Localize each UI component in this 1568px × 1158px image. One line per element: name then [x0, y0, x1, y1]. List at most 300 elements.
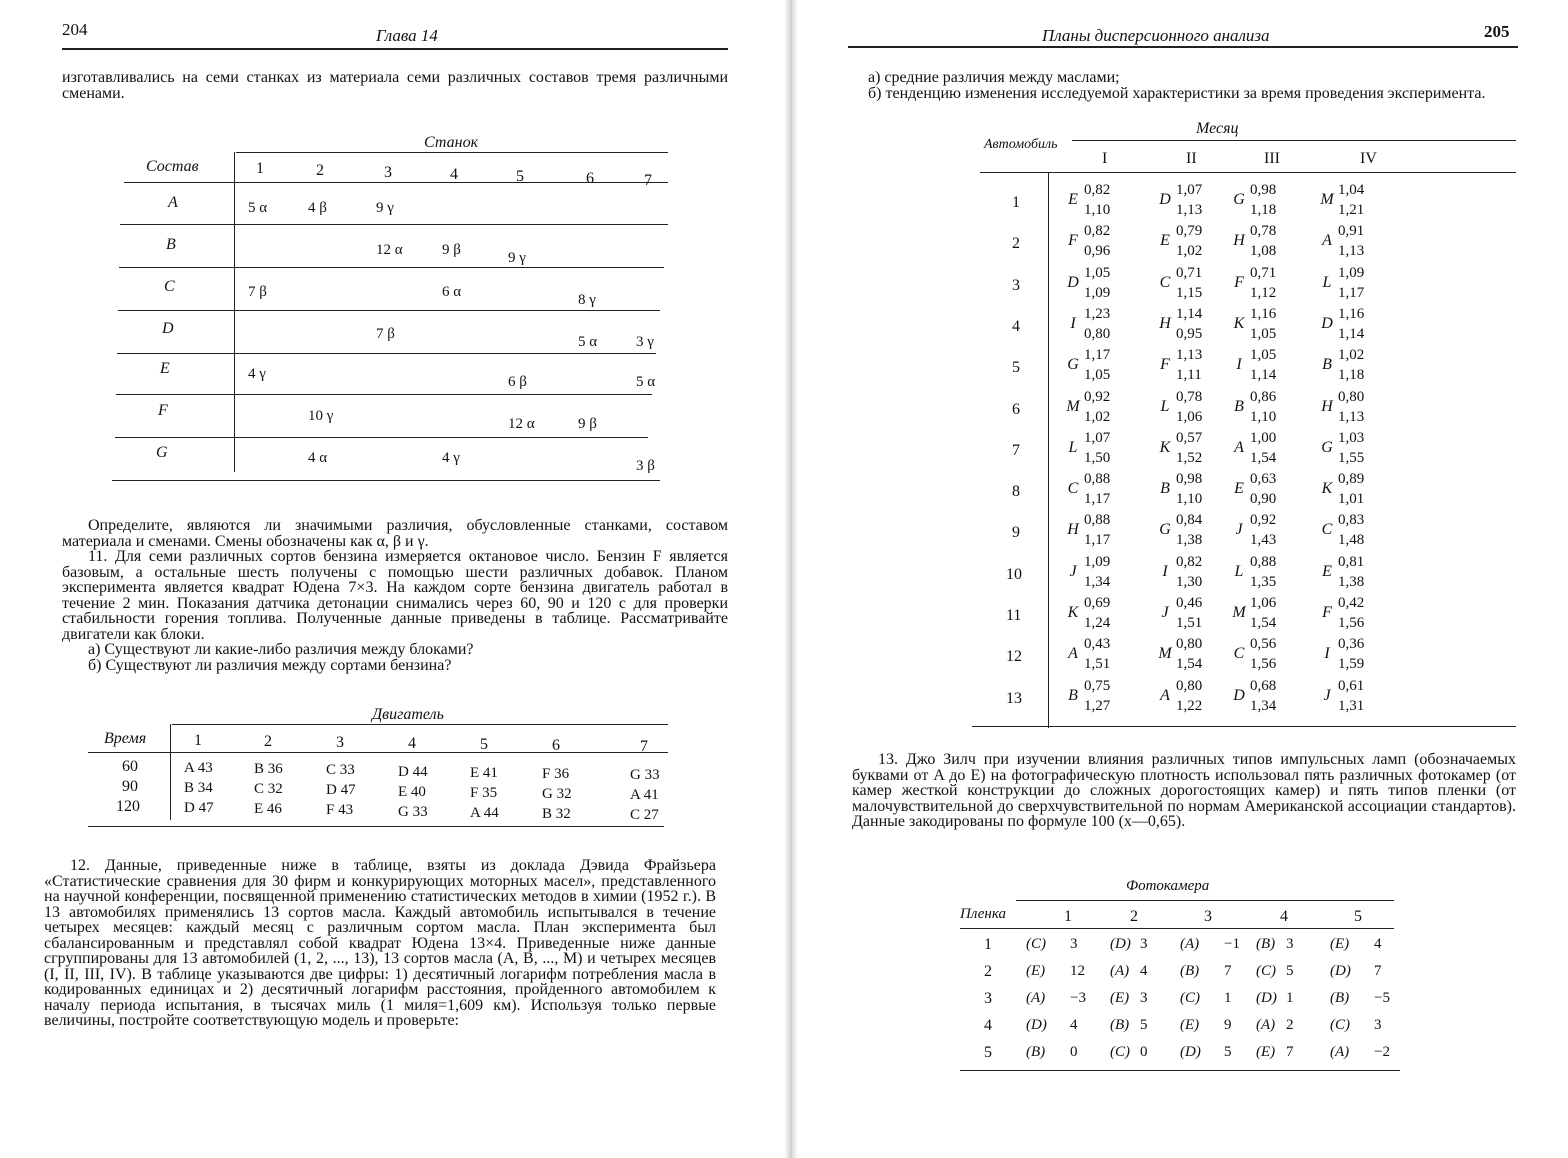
coded-value: 3 — [1070, 936, 1078, 952]
table-cell: F 43 — [326, 802, 354, 819]
table-cell: 6 β — [508, 374, 527, 390]
value-log-consumption: 1,04 — [1338, 182, 1365, 198]
car-number: 13 — [1006, 689, 1022, 707]
value-log-consumption: 0,61 — [1338, 677, 1365, 694]
caption-rule — [1016, 900, 1394, 901]
value-log-consumption: 0,56 — [1250, 636, 1277, 653]
value-log-distance: 1,08 — [1250, 243, 1277, 260]
value-log-distance: 1,52 — [1176, 449, 1203, 466]
oil-letter: M — [1320, 191, 1334, 208]
value-log-distance: 1,38 — [1338, 573, 1365, 590]
row-label: 1 — [984, 936, 992, 953]
oil-letter: I — [1236, 356, 1242, 374]
question-a: а) Существуют ли какие-либо различия между блоками? — [88, 641, 474, 658]
lamp-code: (C) — [1026, 936, 1046, 952]
table-cell: A 44 — [470, 804, 499, 821]
row-label: 90 — [122, 778, 138, 795]
value-log-consumption: 0,69 — [1084, 595, 1111, 611]
table-cell: B 32 — [542, 806, 571, 822]
table-cell: 9 β — [442, 242, 461, 258]
oil-letter: A — [1068, 645, 1078, 663]
bottom-rule — [960, 1070, 1400, 1071]
column-header: 5 — [1354, 908, 1362, 925]
table-cell: B 36 — [254, 761, 283, 778]
row-label: G — [156, 444, 168, 461]
value-log-distance: 1,18 — [1338, 367, 1365, 384]
oil-letter: C — [1067, 480, 1079, 498]
coded-value: 7 — [1286, 1044, 1294, 1060]
oil-letter: A — [1322, 232, 1332, 250]
row-label: 5 — [984, 1044, 992, 1061]
oil-letter: B — [1234, 397, 1244, 415]
stub-rule — [170, 724, 171, 820]
value-log-distance: 0,90 — [1250, 491, 1277, 508]
column-header: 4 — [408, 735, 416, 752]
table-cell: C 32 — [254, 781, 283, 798]
value-log-consumption: 0,78 — [1250, 223, 1277, 240]
row-rule — [118, 310, 660, 311]
header-rule — [62, 48, 728, 50]
value-log-distance: 1,51 — [1084, 656, 1111, 673]
coded-value: 4 — [1070, 1017, 1078, 1033]
car-number: 9 — [1012, 524, 1020, 542]
table-cell: 5 α — [636, 374, 656, 390]
table-cell: 9 γ — [508, 250, 526, 266]
table-cell: 3 γ — [636, 334, 654, 350]
question-block — [62, 517, 728, 674]
lamp-code: (A) — [1026, 990, 1046, 1006]
oil-letter: G — [1321, 438, 1333, 456]
oil-letter: A — [1234, 438, 1244, 456]
value-log-consumption: 1,16 — [1338, 305, 1365, 322]
value-log-consumption: 0,92 — [1250, 512, 1277, 529]
lamp-code: (A) — [1256, 1017, 1276, 1033]
table-cell: E 46 — [254, 801, 282, 818]
table-cell: D 44 — [398, 763, 428, 780]
value-log-consumption: 0,75 — [1084, 677, 1111, 694]
oil-letter: I — [1162, 562, 1168, 580]
value-log-distance: 1,51 — [1176, 615, 1203, 631]
bottom-rule — [112, 480, 660, 481]
value-log-consumption: 0,78 — [1176, 388, 1203, 405]
value-log-distance: 1,17 — [1338, 284, 1365, 301]
row-header: Состав — [146, 158, 199, 175]
oil-letter: G — [1159, 521, 1171, 539]
car-number: 10 — [1006, 565, 1022, 583]
oil-letter: H — [1159, 314, 1171, 332]
lamp-code: (B) — [1330, 990, 1350, 1006]
table-cell: 10 γ — [308, 408, 334, 424]
value-log-consumption: 0,80 — [1338, 388, 1365, 405]
value-log-distance: 1,24 — [1084, 615, 1111, 631]
question-b: б) тенденцию изменения исследуемой характеристики за время проведения эксперимента. — [868, 84, 1486, 102]
lamp-code: (E) — [1256, 1044, 1276, 1060]
table-caption: Месяц — [1196, 120, 1239, 137]
right-page — [784, 0, 1568, 1158]
column-header: 2 — [316, 162, 324, 179]
column-header: 5 — [480, 736, 488, 753]
caption-rule — [172, 724, 668, 725]
table-cell: G 32 — [542, 786, 572, 802]
oil-letter: J — [1323, 686, 1331, 704]
table-cell: A 43 — [184, 760, 213, 776]
table-cell: G 33 — [630, 767, 660, 784]
lamp-code: (C) — [1330, 1017, 1350, 1033]
oil-letter: G — [1067, 356, 1079, 374]
value-log-distance: 1,02 — [1176, 243, 1203, 260]
value-log-consumption: 0,46 — [1176, 595, 1203, 611]
value-log-consumption: 1,13 — [1176, 347, 1203, 364]
value-log-distance: 1,10 — [1084, 202, 1111, 218]
table-caption: Станок — [424, 134, 479, 151]
column-header: 6 — [586, 170, 594, 187]
oil-letter: C — [1233, 645, 1245, 663]
coded-value: 7 — [1224, 963, 1232, 979]
value-log-distance: 1,10 — [1250, 408, 1277, 425]
table-caption: Фотокамера — [1126, 878, 1210, 894]
row-label: 4 — [984, 1017, 992, 1034]
oil-letter: D — [1067, 273, 1079, 291]
oil-letter: D — [1321, 314, 1333, 332]
value-log-consumption: 0,80 — [1176, 677, 1203, 694]
value-log-consumption: 0,88 — [1084, 512, 1111, 529]
oil-letter: E — [1234, 480, 1244, 498]
value-log-distance: 1,34 — [1250, 697, 1277, 714]
table-cell: D 47 — [326, 782, 356, 799]
value-log-distance: 1,01 — [1338, 491, 1365, 508]
value-log-distance: 1,14 — [1250, 367, 1277, 384]
coded-value: 2 — [1286, 1017, 1294, 1033]
column-header: 7 — [640, 738, 648, 755]
value-log-distance: 1,21 — [1338, 202, 1365, 218]
table-cell: 9 γ — [376, 200, 394, 216]
para-significance: Определите, являются ли значимыми различия, обусловленные станками, составом материала и сменами. Смены обозначены как α, β и γ. — [62, 517, 728, 550]
oil-letter: F — [1160, 356, 1170, 374]
coded-value: 4 — [1374, 936, 1382, 952]
table-cell: 12 α — [508, 416, 535, 432]
value-log-consumption: 0,57 — [1176, 429, 1203, 446]
oil-letter: J — [1161, 604, 1169, 621]
value-log-consumption: 0,86 — [1250, 388, 1277, 405]
coded-value: 1 — [1286, 990, 1294, 1006]
car-number: 4 — [1012, 317, 1020, 335]
value-log-distance: 1,38 — [1176, 532, 1203, 549]
oil-letter: J — [1235, 521, 1243, 539]
header-rule — [960, 928, 1394, 929]
coded-value: 12 — [1070, 963, 1085, 979]
value-log-consumption: 0,82 — [1084, 182, 1111, 198]
lamp-code: (D) — [1110, 936, 1131, 952]
row-label: E — [160, 360, 170, 377]
value-log-distance: 1,30 — [1176, 573, 1203, 590]
value-log-distance: 1,17 — [1084, 532, 1111, 549]
row-rule — [115, 437, 648, 438]
value-log-distance: 1,31 — [1338, 697, 1365, 714]
caption-rule — [236, 152, 668, 153]
table-cell: 4 γ — [248, 366, 266, 382]
value-log-distance: 1,27 — [1084, 697, 1111, 714]
value-log-consumption: 1,16 — [1250, 305, 1277, 322]
table-cell: 12 α — [376, 242, 403, 258]
column-header: IV — [1360, 150, 1377, 167]
table-cell: D 47 — [184, 800, 214, 816]
row-label: D — [162, 320, 174, 337]
para-problem-13: 13. Джо Зилч при изучении влияния различных типов импульсных ламп (обозначаемых буквами от A до E) на фотографическую плотность использовал пять различных фотокамер (от камер жесткой конструкции до сложных дорогостоящих камер) и пять типов пленки (от малочувствительной до сверхчувствительной по нормам Американской ассоциации стандартов). Данные закодированы по формуле 100 (x—0,65). — [852, 751, 1516, 830]
oil-letter: A — [1160, 686, 1170, 704]
row-label: A — [168, 194, 178, 211]
coded-value: 1 — [1224, 990, 1232, 1006]
value-log-consumption: 1,05 — [1084, 264, 1111, 281]
column-header: 1 — [256, 160, 264, 177]
lamp-code: (E) — [1026, 963, 1046, 979]
lamp-code: (D) — [1330, 963, 1351, 979]
value-log-consumption: 0,82 — [1176, 553, 1203, 570]
oil-letter: L — [1068, 438, 1078, 456]
row-label: B — [166, 236, 176, 253]
coded-value: 0 — [1070, 1044, 1078, 1060]
coded-value: 7 — [1374, 963, 1382, 979]
coded-value: 5 — [1224, 1044, 1232, 1060]
oil-letter: M — [1158, 645, 1172, 663]
oil-letter: J — [1069, 562, 1077, 580]
coded-value: 3 — [1140, 936, 1148, 952]
oil-letter: L — [1322, 273, 1332, 291]
oil-letter: L — [1160, 397, 1170, 415]
table-cell: 4 α — [308, 450, 328, 466]
table-cell: 7 β — [248, 284, 267, 300]
caption-rule — [1072, 140, 1516, 141]
oil-letter: K — [1233, 314, 1245, 332]
car-number: 11 — [1006, 607, 1022, 624]
column-header: 4 — [1280, 908, 1288, 925]
value-log-consumption: 0,98 — [1250, 182, 1277, 198]
column-header: 1 — [1064, 908, 1072, 925]
column-header: III — [1264, 150, 1280, 167]
table-cell: 3 β — [636, 458, 655, 474]
oil-letter: D — [1159, 191, 1171, 208]
value-log-consumption: 1,00 — [1250, 429, 1277, 446]
row-rule — [119, 267, 664, 268]
lamp-code: (D) — [1026, 1017, 1047, 1033]
coded-value: −3 — [1070, 990, 1086, 1006]
column-header: 3 — [384, 164, 392, 181]
car-number: 2 — [1012, 235, 1020, 253]
value-log-distance: 1,05 — [1250, 325, 1277, 342]
value-log-consumption: 1,06 — [1250, 595, 1277, 611]
coded-value: 4 — [1140, 963, 1148, 979]
oil-letter: B — [1160, 480, 1170, 498]
stub-rule — [234, 152, 235, 472]
lamp-code: (E) — [1110, 990, 1130, 1006]
oil-letter: B — [1322, 356, 1332, 374]
para-problem-12: 12. Данные, приведенные ниже в таблице, взяты из доклада Дэвида Фрайзьера «Статистические сравнения для 30 фирм и конкурирующих моторных масел», представленного на научной конференции, посвященной применению статистических методов в химии (1952 г.). В 13 автомобилях применялись 13 сортов масла. Каждый автомобиль испытывался в течение четырех месяцев: каждый месяц с различным сортом масла. План эксперимента был сбалансированным и представлял собой квадрат Юдена 13×4. Приведенные ниже данные сгруппированы для 13 автомобилей (1, 2, ..., 13), 13 сортов масла (A, B, ..., M) и четырех месяцев (I, II, III, IV). В таблице указываются две цифры: 1) десятичный логарифм потребления масла в кодированных единицах и 2) десятичный логарифм расстояния, пройденного автомобилем к началу периода испытания, в тысячах миль (1 миля=1,609 км). Используя только первые величины, постройте соответствующую модель и проверьте: — [44, 857, 716, 1029]
value-log-consumption: 0,89 — [1338, 471, 1365, 488]
table-cell: 8 γ — [578, 292, 596, 308]
value-log-distance: 1,56 — [1250, 656, 1277, 673]
table-cell: 6 α — [442, 284, 462, 300]
column-header: 7 — [644, 172, 652, 189]
value-log-consumption: 1,07 — [1084, 429, 1111, 446]
oil-letter: E — [1160, 232, 1170, 250]
oil-letter: G — [1233, 191, 1245, 208]
value-log-consumption: 0,82 — [1084, 223, 1111, 240]
chapter-title: Глава 14 — [376, 26, 438, 45]
value-log-consumption: 0,71 — [1250, 264, 1277, 281]
oil-letter: F — [1322, 604, 1332, 621]
value-log-distance: 1,05 — [1084, 367, 1111, 384]
value-log-distance: 1,54 — [1176, 656, 1203, 673]
oil-letter: C — [1159, 273, 1171, 291]
lamp-code: (A) — [1330, 1044, 1350, 1060]
value-log-consumption: 0,80 — [1176, 636, 1203, 653]
row-label: C — [164, 278, 175, 295]
value-log-distance: 1,22 — [1176, 697, 1203, 714]
lamp-code: (B) — [1110, 1017, 1130, 1033]
oil-letter: E — [1068, 191, 1078, 208]
lamp-code: (C) — [1180, 990, 1200, 1006]
coded-value: −2 — [1374, 1044, 1390, 1060]
header-rule — [88, 752, 668, 753]
value-log-consumption: 1,23 — [1084, 305, 1111, 322]
value-log-distance: 1,09 — [1084, 284, 1111, 301]
row-rule — [120, 224, 668, 225]
oil-letter: E — [1322, 562, 1332, 580]
lamp-code: (B) — [1256, 936, 1276, 952]
oil-letter: D — [1233, 686, 1245, 704]
value-log-consumption: 0,63 — [1250, 471, 1277, 488]
coded-value: 0 — [1140, 1044, 1148, 1060]
value-log-distance: 1,59 — [1338, 656, 1365, 673]
table-cell: G 33 — [398, 803, 428, 820]
value-log-consumption: 0,84 — [1176, 512, 1203, 529]
value-log-consumption: 1,02 — [1338, 347, 1365, 364]
coded-value: 9 — [1224, 1017, 1232, 1033]
intro-text: изготавливались на семи станках из материала семи различных составов тремя различными сменами. — [62, 69, 728, 102]
table-cell: C 27 — [630, 807, 659, 824]
value-log-distance: 1,10 — [1176, 491, 1203, 508]
value-log-consumption: 0,79 — [1176, 223, 1203, 240]
car-number: 8 — [1012, 483, 1020, 501]
row-label: F — [158, 402, 168, 419]
value-log-consumption: 1,05 — [1250, 347, 1277, 364]
lamp-code: (D) — [1180, 1044, 1201, 1060]
value-log-consumption: 1,03 — [1338, 429, 1365, 446]
table-cell: B 34 — [184, 780, 213, 796]
row-rule — [116, 394, 652, 395]
row-header: Время — [104, 730, 147, 747]
lamp-code: (B) — [1180, 963, 1200, 979]
column-header: 5 — [516, 168, 524, 185]
table-cell: 5 α — [578, 334, 598, 350]
column-header: 6 — [552, 737, 560, 754]
coded-value: 3 — [1374, 1017, 1382, 1033]
value-log-consumption: 0,98 — [1176, 471, 1203, 488]
table-cell: E 41 — [470, 764, 498, 781]
page-number: 205 — [1484, 22, 1510, 41]
oil-letter: H — [1233, 232, 1245, 250]
oil-letter: H — [1321, 397, 1333, 415]
lamp-code: (D) — [1256, 990, 1277, 1006]
value-log-distance: 1,17 — [1084, 491, 1111, 508]
oil-letter: I — [1324, 645, 1330, 663]
value-log-consumption: 1,09 — [1338, 264, 1365, 281]
lamp-code: (A) — [1110, 963, 1130, 979]
oil-letter: B — [1068, 686, 1078, 704]
row-header: Автомобиль — [984, 137, 1058, 152]
value-log-distance: 1,54 — [1250, 615, 1277, 631]
oil-letter: M — [1232, 604, 1246, 621]
car-number: 5 — [1012, 359, 1020, 377]
oil-letter: I — [1070, 314, 1076, 332]
page-number: 204 — [62, 20, 88, 39]
value-log-distance: 1,34 — [1084, 573, 1111, 590]
table-cell: C 33 — [326, 762, 355, 779]
value-log-distance: 1,50 — [1084, 449, 1111, 466]
table-cell: 7 β — [376, 326, 395, 342]
bottom-rule — [88, 826, 664, 827]
table-caption: Двигатель — [372, 706, 444, 723]
row-label: 120 — [116, 798, 140, 815]
car-number: 12 — [1006, 648, 1022, 666]
value-log-consumption: 0,91 — [1338, 223, 1365, 240]
row-header: Пленка — [960, 906, 1006, 922]
header-rule — [980, 172, 1516, 173]
value-log-consumption: 0,68 — [1250, 677, 1277, 694]
oil-letter: H — [1067, 521, 1079, 539]
lamp-code: (E) — [1330, 936, 1350, 952]
value-log-consumption: 0,83 — [1338, 512, 1365, 529]
value-log-consumption: 0,81 — [1338, 553, 1365, 570]
value-log-distance: 1,11 — [1176, 367, 1202, 384]
car-number: 7 — [1012, 441, 1020, 459]
value-log-distance: 1,18 — [1250, 202, 1277, 218]
question-a: а) средние различия между маслами; — [868, 69, 1120, 86]
stub-rule — [1048, 172, 1049, 728]
table-cell: F 35 — [470, 784, 498, 801]
lamp-code: (C) — [1110, 1044, 1130, 1060]
value-log-distance: 1,54 — [1250, 449, 1277, 466]
column-header: 1 — [194, 732, 202, 749]
value-log-distance: 0,96 — [1084, 243, 1111, 260]
value-log-distance: 1,12 — [1250, 284, 1277, 301]
column-header: I — [1102, 150, 1108, 167]
value-log-distance: 1,13 — [1338, 243, 1365, 260]
question-block — [842, 70, 1518, 101]
value-log-distance: 1,48 — [1338, 532, 1365, 549]
value-log-distance: 1,14 — [1338, 325, 1365, 342]
column-header: II — [1186, 150, 1197, 167]
oil-letter: C — [1321, 521, 1333, 539]
running-title: Планы дисперсионного анализа — [1042, 26, 1270, 45]
value-log-distance: 1,55 — [1338, 449, 1365, 466]
value-log-distance: 1,06 — [1176, 408, 1203, 425]
value-log-consumption: 1,09 — [1084, 553, 1111, 570]
lamp-code: (C) — [1256, 963, 1276, 979]
coded-value: 3 — [1286, 936, 1294, 952]
lamp-code: (E) — [1180, 1017, 1200, 1033]
value-log-distance: 1,56 — [1338, 615, 1365, 631]
lamp-code: (B) — [1026, 1044, 1046, 1060]
column-header: 2 — [1130, 908, 1138, 925]
bottom-rule — [972, 726, 1516, 727]
coded-value: −5 — [1374, 990, 1390, 1006]
value-log-distance: 1,13 — [1176, 202, 1203, 218]
value-log-consumption: 0,88 — [1084, 471, 1111, 488]
question-b: б) Существуют ли различия между сортами бензина? — [88, 656, 452, 674]
row-label: 60 — [122, 758, 138, 775]
value-log-distance: 0,95 — [1176, 325, 1203, 342]
value-log-consumption: 0,36 — [1338, 636, 1365, 653]
